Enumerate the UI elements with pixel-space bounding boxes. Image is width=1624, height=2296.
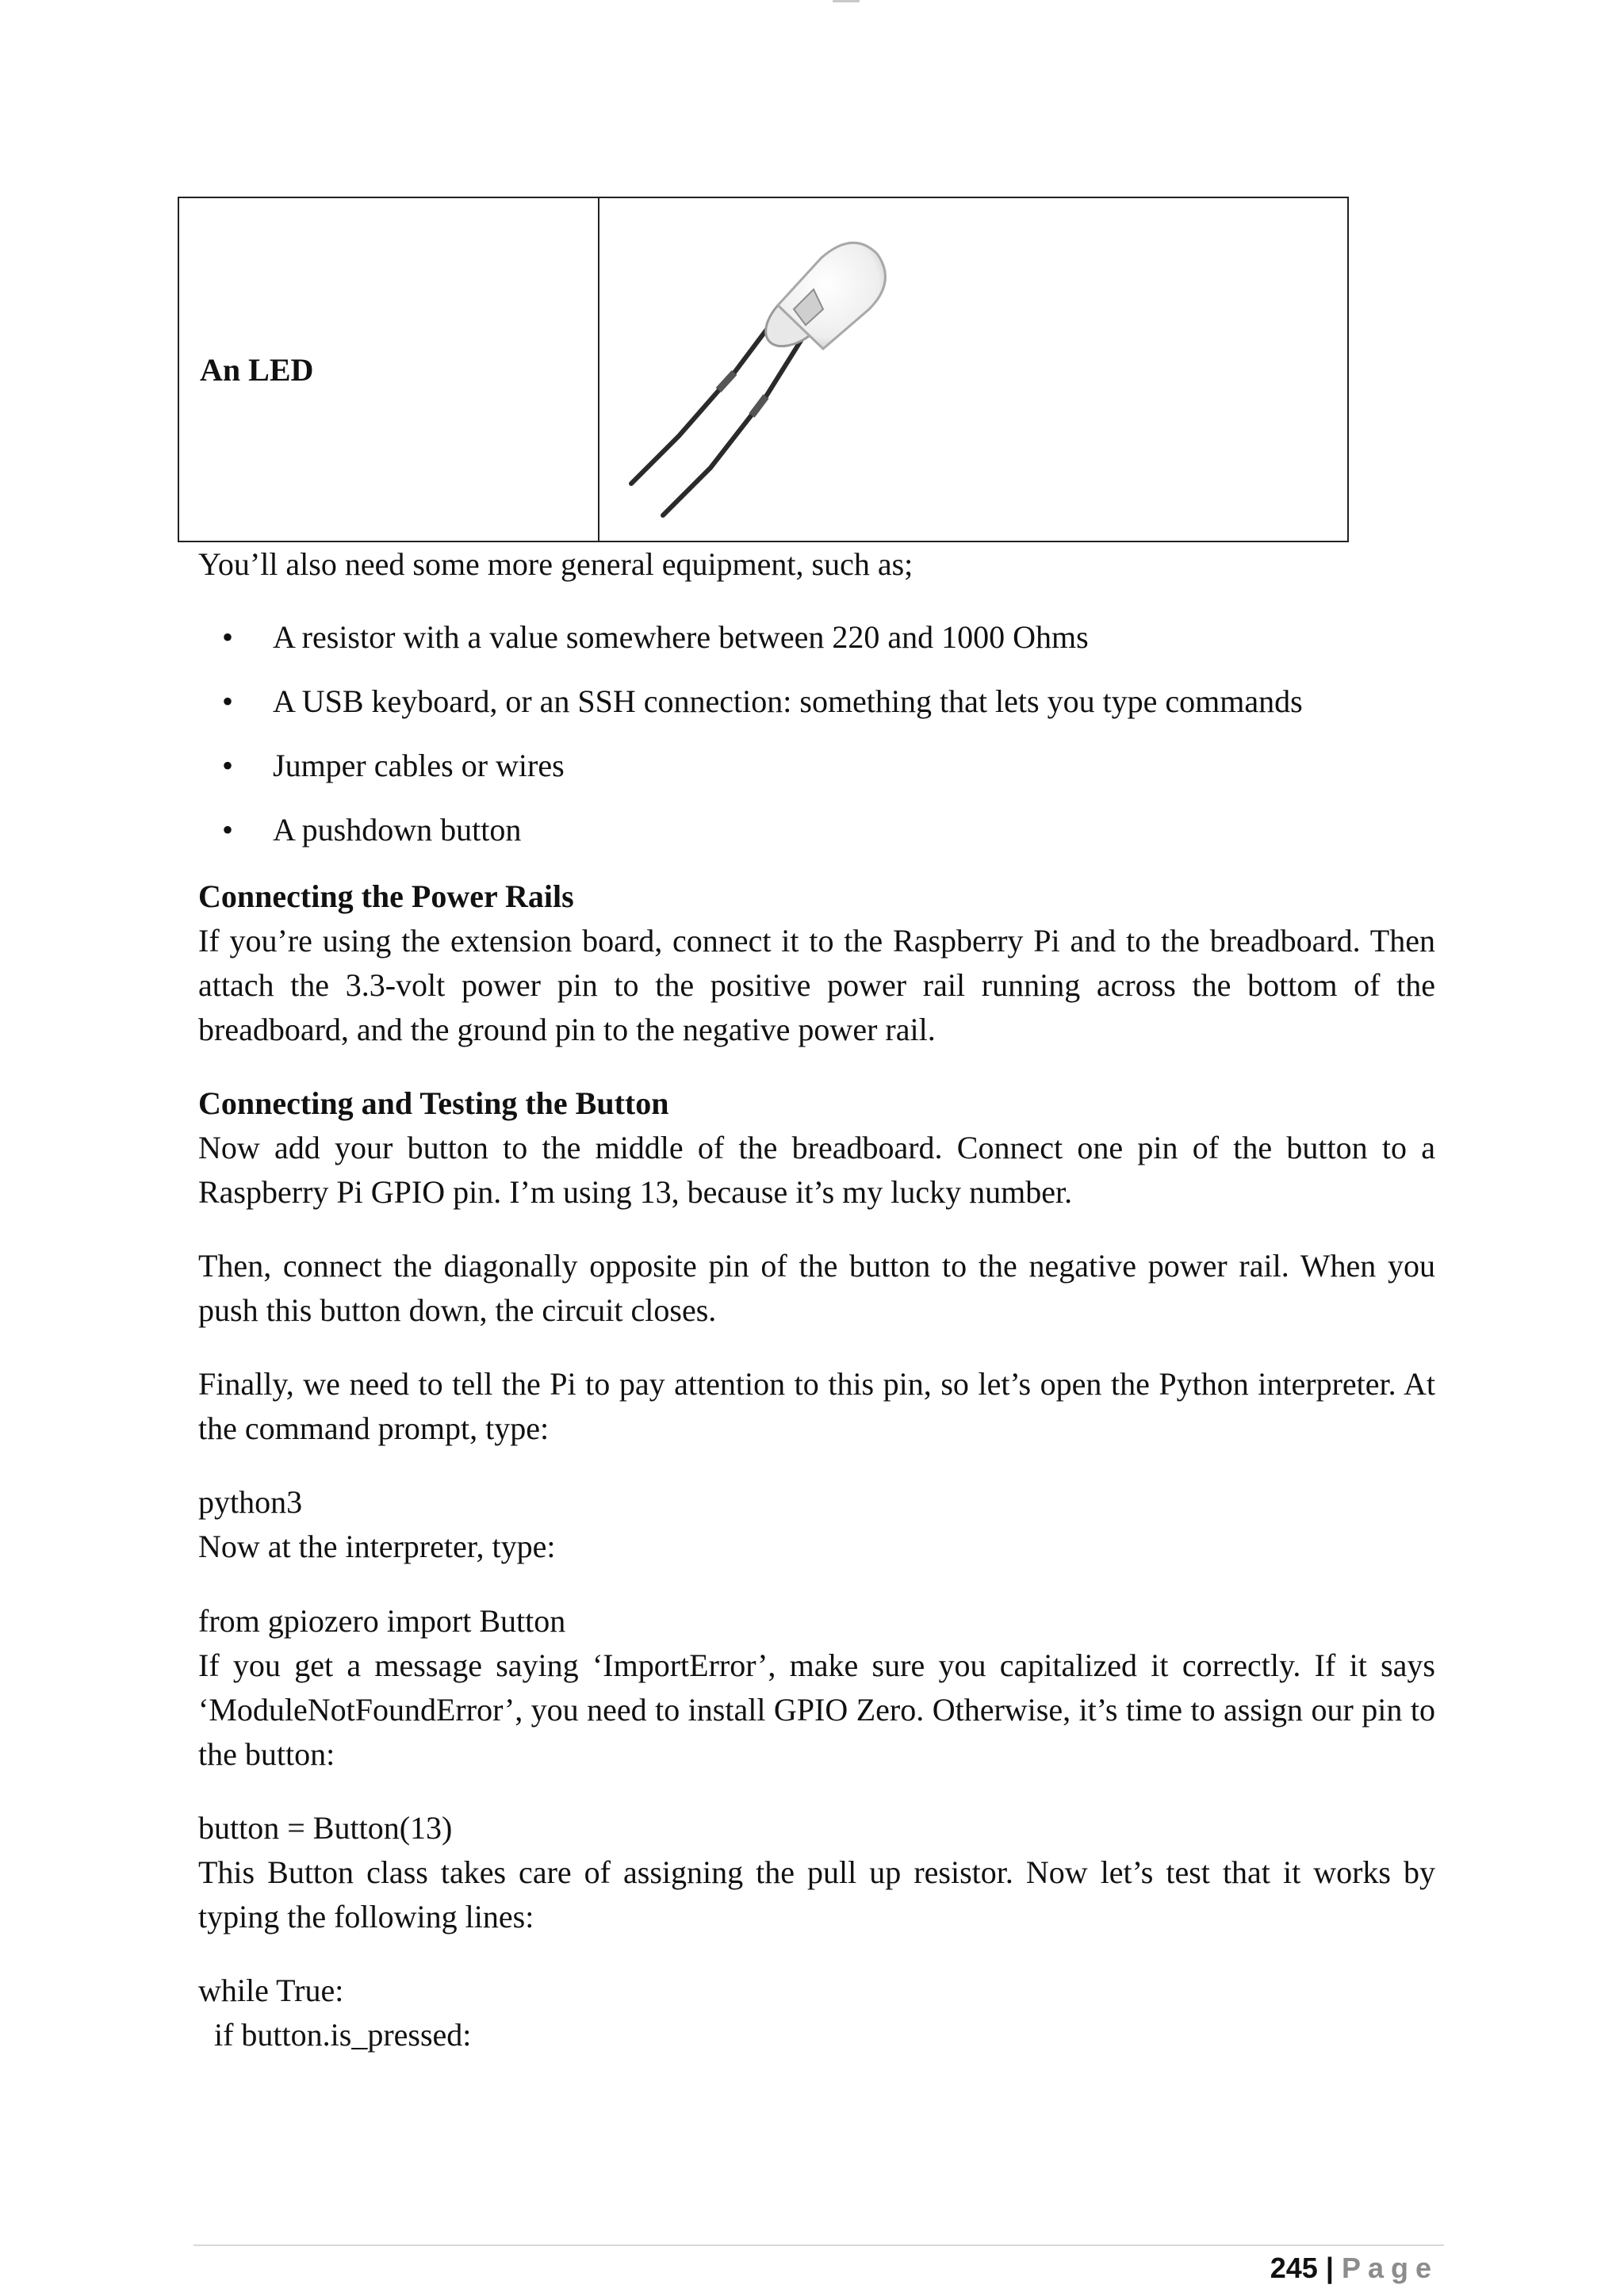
scan-mark	[833, 0, 860, 2]
page-number: 245	[1270, 2252, 1318, 2284]
page-footer	[1270, 2248, 1438, 2288]
led-photo	[615, 214, 948, 523]
button-heading: Connecting and Testing the Button	[198, 1085, 669, 1121]
code-line: python3	[198, 1484, 303, 1520]
button-paragraph-1: Now add your button to the middle of the breadboard. Connect one pin of the button to a Raspberry Pi GPIO pin. I’m using 13, because it’s my lucky number.	[198, 1130, 1435, 1210]
page-word: Page	[1341, 2252, 1438, 2284]
power-rails-paragraph: If you’re using the extension board, connect it to the Raspberry Pi and to the breadboard. Then attach the 3.3-volt power pin to the positive power rail running across the bottom of the breadboard, and the ground pin to the negative power rail.	[198, 923, 1435, 1047]
list-item: • A resistor with a value somewhere between 220 and 1000 Ohms	[198, 615, 1435, 679]
equipment-list	[198, 615, 1435, 872]
led-label-cell	[179, 198, 599, 541]
power-rails-heading: Connecting the Power Rails	[198, 878, 574, 914]
footer-divider	[193, 2244, 1444, 2246]
code-line: while True:	[198, 1973, 344, 2008]
led-label: An LED	[200, 351, 314, 388]
bullet-icon: •	[222, 748, 234, 783]
button-paragraph-2: Then, connect the diagonally opposite pin of the button to the negative power rail. When you push this button down, the circuit closes.	[198, 1248, 1435, 1328]
list-item: • Jumper cables or wires	[198, 744, 1435, 808]
button-paragraph-6: This Button class takes care of assigning the pull up resistor. Now let’s test that it works by typing the following lines:	[198, 1854, 1435, 1934]
list-item: • A pushdown button	[198, 808, 1435, 872]
button-paragraph-4: Now at the interpreter, type:	[198, 1529, 556, 1564]
list-item: • A USB keyboard, or an SSH connection: something that lets you type commands	[198, 679, 1435, 744]
code-line: button = Button(13)	[198, 1810, 453, 1846]
led-image-cell	[599, 198, 1347, 541]
bullet-icon: •	[222, 683, 234, 719]
led-table	[178, 197, 1349, 542]
code-line: from gpiozero import Button	[198, 1603, 566, 1639]
button-paragraph-3: Finally, we need to tell the Pi to pay attention to this pin, so let’s open the Python interpreter. At the command prompt, type:	[198, 1366, 1435, 1446]
button-paragraph-5: If you get a message saying ‘ImportError’, make sure you capitalized it correctly. If it says ‘ModuleNotFoundError’, you need to install GPIO Zero. Otherwise, it’s time to assign our pin to the button:	[198, 1647, 1435, 1772]
intro-text: You’ll also need some more general equipment, such as;	[198, 546, 914, 582]
code-line: if button.is_pressed:	[198, 2017, 472, 2053]
bullet-icon: •	[222, 619, 234, 655]
page-separator: |	[1325, 2252, 1334, 2284]
bullet-icon: •	[222, 812, 234, 848]
